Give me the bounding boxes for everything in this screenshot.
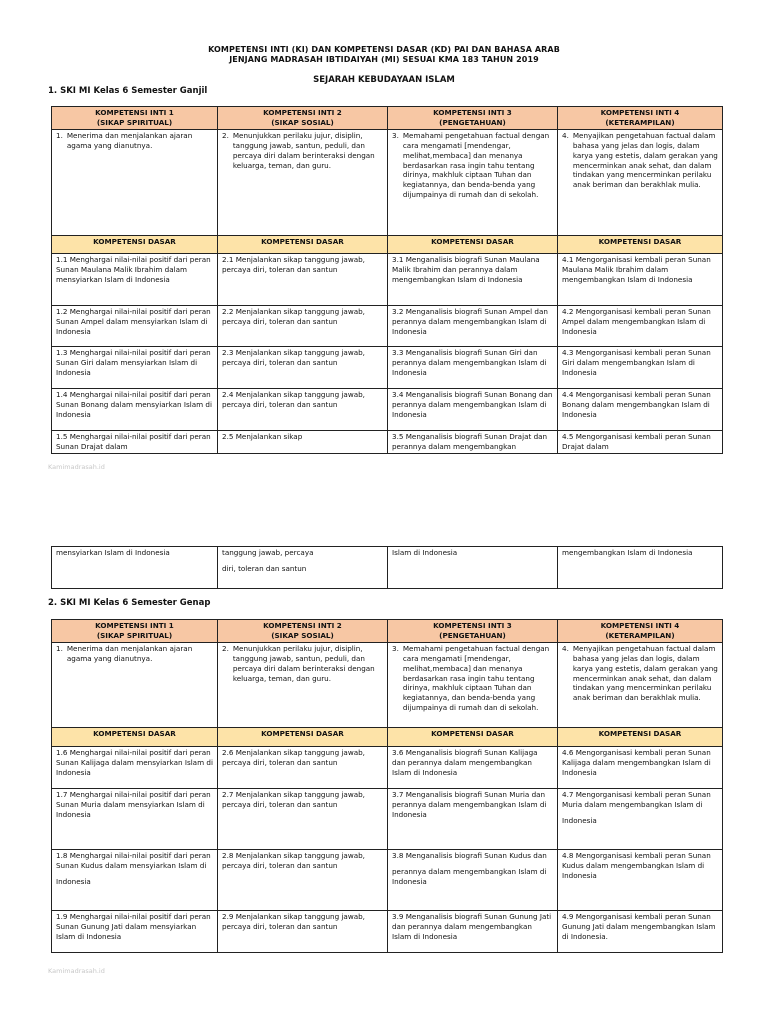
kd-cell: 2.7 Menjalankan sikap tanggung jawab, percaya diri, toleran dan santun	[218, 788, 388, 849]
kd-cell: Islam di Indonesia	[388, 547, 558, 589]
subject-title: SEJARAH KEBUDAYAAN ISLAM	[313, 75, 455, 85]
kd-header-4: KOMPETENSI DASAR	[558, 235, 723, 253]
kd-cell: 3.6 Menganalisis biografi Sunan Kalijaga dan perannya dalam mengembangkan Islam di Indonesia	[388, 746, 558, 788]
ki-header-1: KOMPETENSI INTI 1 (SIKAP SPIRITUAL)	[52, 620, 218, 643]
table-row	[52, 849, 723, 910]
kd-header-1: KOMPETENSI DASAR	[52, 235, 218, 253]
kd-cell: 4.3 Mengorganisasi kembali peran Sunan Giri dalam mengembangkan Islam di Indonesia	[558, 346, 723, 388]
kd-table-ganjil	[51, 106, 723, 454]
section-heading-genap: 2. SKI MI Kelas 6 Semester Genap	[48, 598, 211, 608]
table-row	[52, 253, 723, 305]
kd-cell: 3.5 Menganalisis biografi Sunan Drajat dan perannya dalam mengembangkan	[388, 430, 558, 453]
kd-cell: 2.3 Menjalankan sikap tanggung jawab, percaya diri, toleran dan santun	[218, 346, 388, 388]
kd-cell: 2.1 Menjalankan sikap tanggung jawab, percaya diri, toleran dan santun	[218, 253, 388, 305]
kd-cell: 1.2 Menghargai nilai-nilai positif dari peran Sunan Ampel dalam mensyiarkan Islam di Indonesia	[52, 305, 218, 346]
table-row	[52, 910, 723, 952]
kd-cell: 4.6 Mengorganisasi kembali peran Sunan Kalijaga dalam mengembangkan Islam di Indonesia	[558, 746, 723, 788]
ki-header-3: KOMPETENSI INTI 3 (PENGETAHUAN)	[388, 620, 558, 643]
kd-table-genap	[51, 619, 723, 953]
kd-cell: 3.3 Menganalisis biografi Sunan Giri dan perannya dalam mengembangkan Islam di Indonesia	[388, 346, 558, 388]
table-row	[52, 547, 723, 589]
kd-cell: 3.9 Menganalisis biografi Sunan Gunung Jati dan perannya dalam mengembangkan Islam di Indonesia	[388, 910, 558, 952]
kd-cell: 1.8 Menghargai nilai-nilai positif dari peran Sunan Kudus dalam mensyiarkan Islam di Indonesia	[52, 849, 218, 910]
kd-cell: 2.5 Menjalankan sikap	[218, 430, 388, 453]
ki-content-row	[52, 129, 723, 235]
ki-content-2: 2. Menunjukkan perilaku jujur, disiplin, tanggung jawab, santun, peduli, dan percaya diri dalam berinteraksi dengan keluarga, teman, dan guru.	[218, 642, 388, 727]
kd-cell: 1.3 Menghargai nilai-nilai positif dari peran Sunan Giri dalam mensyiarkan Islam di Indonesia	[52, 346, 218, 388]
ki-header-4: KOMPETENSI INTI 4 (KETERAMPILAN)	[558, 107, 723, 130]
kd-cell: 4.4 Mengorganisasi kembali peran Sunan Bonang dalam mengembangkan Islam di Indonesia	[558, 388, 723, 430]
ki-content-4: 4. Menyajikan pengetahuan factual dalam bahasa yang jelas dan logis, dalam karya yang estetis, dalam gerakan yang mencerminkan anak sehat, dan dalam tindakan yang mencerminkan perilaku anak beriman dan berakhlak mulia.	[558, 129, 723, 235]
kd-cell: mengembangkan Islam di Indonesia	[558, 547, 723, 589]
kd-header-2: KOMPETENSI DASAR	[218, 235, 388, 253]
kd-cell: 2.9 Menjalankan sikap tanggung jawab, percaya diri, toleran dan santun	[218, 910, 388, 952]
kd-cell: 3.1 Menganalisis biografi Sunan Maulana Malik Ibrahim dan perannya dalam mengembangkan Islam di Indonesia	[388, 253, 558, 305]
table-row	[52, 388, 723, 430]
kd-cell: 4.7 Mengorganisasi kembali peran Sunan Muria dalam mengembangkan Islam di Indonesia	[558, 788, 723, 849]
ki-content-1: 1. Menerima dan menjalankan ajaran agama yang dianutnya.	[52, 642, 218, 727]
kd-cell: 1.1 Menghargai nilai-nilai positif dari peran Sunan Maulana Malik Ibrahim dalam mensyiarkan Islam di Indonesia	[52, 253, 218, 305]
kd-cell: 1.9 Menghargai nilai-nilai positif dari peran Sunan Gunung Jati dalam mensyiarkan Islam di Indonesia	[52, 910, 218, 952]
kd-cell: 4.8 Mengorganisasi kembali peran Sunan Kudus dalam mengembangkan Islam di Indonesia	[558, 849, 723, 910]
kd-header-3: KOMPETENSI DASAR	[388, 727, 558, 746]
kd-cell: 2.6 Menjalankan sikap tanggung jawab, percaya diri, toleran dan santun	[218, 746, 388, 788]
ki-content-3: 3. Memahami pengetahuan factual dengan cara mengamati [mendengar, melihat,membaca] dan menanya berdasarkan rasa ingin tahu tentang dirinya, makhluk ciptaan Tuhan dan kegiatannya, dan benda-benda yang dijumpainya di rumah dan di sekolah.	[388, 129, 558, 235]
kd-cell: 4.9 Mengorganisasi kembali peran Sunan Gunung Jati dalam mengembangkan Islam di Indonesia.	[558, 910, 723, 952]
kd-header-1: KOMPETENSI DASAR	[52, 727, 218, 746]
kd-cell: 4.2 Mengorganisasi kembali peran Sunan Ampel dalam mengembangkan Islam di Indonesia	[558, 305, 723, 346]
kd-header-4: KOMPETENSI DASAR	[558, 727, 723, 746]
kd-header-3: KOMPETENSI DASAR	[388, 235, 558, 253]
ki-header-row	[52, 620, 723, 643]
kd-cell: 3.4 Menganalisis biografi Sunan Bonang dan perannya dalam mengembangkan Islam di Indonesia	[388, 388, 558, 430]
watermark: Kamimadrasah.id	[48, 463, 105, 471]
ki-content-2: 2. Menunjukkan perilaku jujur, disiplin, tanggung jawab, santun, peduli, dan percaya diri dalam berinteraksi dengan keluarga, teman, dan guru.	[218, 129, 388, 235]
kd-cell: 4.1 Mengorganisasi kembali peran Sunan Maulana Malik Ibrahim dalam mengembangkan Islam di Indonesia	[558, 253, 723, 305]
kd-cell: 2.2 Menjalankan sikap tanggung jawab, percaya diri, toleran dan santun	[218, 305, 388, 346]
document-title-line-1: KOMPETENSI INTI (KI) DAN KOMPETENSI DASAR (KD) PAI DAN BAHASA ARAB	[208, 45, 560, 54]
kd-header-row	[52, 727, 723, 746]
kd-cell: mensyiarkan Islam di Indonesia	[52, 547, 218, 589]
ki-header-2: KOMPETENSI INTI 2 (SIKAP SOSIAL)	[218, 620, 388, 643]
table-row	[52, 305, 723, 346]
kd-cell: 1.6 Menghargai nilai-nilai positif dari peran Sunan Kalijaga dalam mensyiarkan Islam di Indonesia	[52, 746, 218, 788]
table-row	[52, 746, 723, 788]
ki-header-4: KOMPETENSI INTI 4 (KETERAMPILAN)	[558, 620, 723, 643]
section-heading-ganjil: 1. SKI MI Kelas 6 Semester Ganjil	[48, 86, 208, 96]
kd-header-2: KOMPETENSI DASAR	[218, 727, 388, 746]
table-row	[52, 430, 723, 453]
kd-cell: 2.8 Menjalankan sikap tanggung jawab, percaya diri, toleran dan santun	[218, 849, 388, 910]
kd-cell: 3.7 Menganalisis biografi Sunan Muria dan perannya dalam mengembangkan Islam di Indonesia	[388, 788, 558, 849]
table-row	[52, 788, 723, 849]
ki-header-row	[52, 107, 723, 130]
kd-cell: tanggung jawab, percaya diri, toleran dan santun	[218, 547, 388, 589]
kd-header-row	[52, 235, 723, 253]
kd-cell: 3.2 Menganalisis biografi Sunan Ampel dan perannya dalam mengembangkan Islam di Indonesia	[388, 305, 558, 346]
watermark: Kamimadrasah.id	[48, 967, 105, 975]
ki-header-3: KOMPETENSI INTI 3 (PENGETAHUAN)	[388, 107, 558, 130]
ki-content-1: 1. Menerima dan menjalankan ajaran agama yang dianutnya.	[52, 129, 218, 235]
kd-table-ganjil-continued	[51, 546, 723, 589]
ki-content-row	[52, 642, 723, 727]
table-row	[52, 346, 723, 388]
ki-content-4: 4. Menyajikan pengetahuan factual dalam bahasa yang jelas dan logis, dalam karya yang estetis, dalam gerakan yang mencerminkan anak sehat, dan dalam tindakan yang mencerminkan perilaku anak beriman dan berakhlak mulia.	[558, 642, 723, 727]
ki-content-3: 3. Memahami pengetahuan factual dengan cara mengamati [mendengar, melihat,membaca] dan menanya berdasarkan rasa ingin tahu tentang dirinya, makhluk ciptaan Tuhan dan kegiatannya, dan benda-benda yang dijumpainya di rumah dan di sekolah.	[388, 642, 558, 727]
document-title-line-2: JENJANG MADRASAH IBTIDAIYAH (MI) SESUAI KMA 183 TAHUN 2019	[229, 55, 539, 64]
kd-cell: 2.4 Menjalankan sikap tanggung jawab, percaya diri, toleran dan santun	[218, 388, 388, 430]
kd-cell: 1.7 Menghargai nilai-nilai positif dari peran Sunan Muria dalam mensyiarkan Islam di Indonesia	[52, 788, 218, 849]
ki-header-2: KOMPETENSI INTI 2 (SIKAP SOSIAL)	[218, 107, 388, 130]
kd-cell: 4.5 Mengorganisasi kembali peran Sunan Drajat dalam	[558, 430, 723, 453]
kd-cell: 1.4 Menghargai nilai-nilai positif dari peran Sunan Bonang dalam mensyiarkan Islam di Indonesia	[52, 388, 218, 430]
kd-cell: 1.5 Menghargai nilai-nilai positif dari peran Sunan Drajat dalam	[52, 430, 218, 453]
ki-header-1: KOMPETENSI INTI 1 (SIKAP SPIRITUAL)	[52, 107, 218, 130]
kd-cell: 3.8 Menganalisis biografi Sunan Kudus dan perannya dalam mengembangkan Islam di Indonesia	[388, 849, 558, 910]
